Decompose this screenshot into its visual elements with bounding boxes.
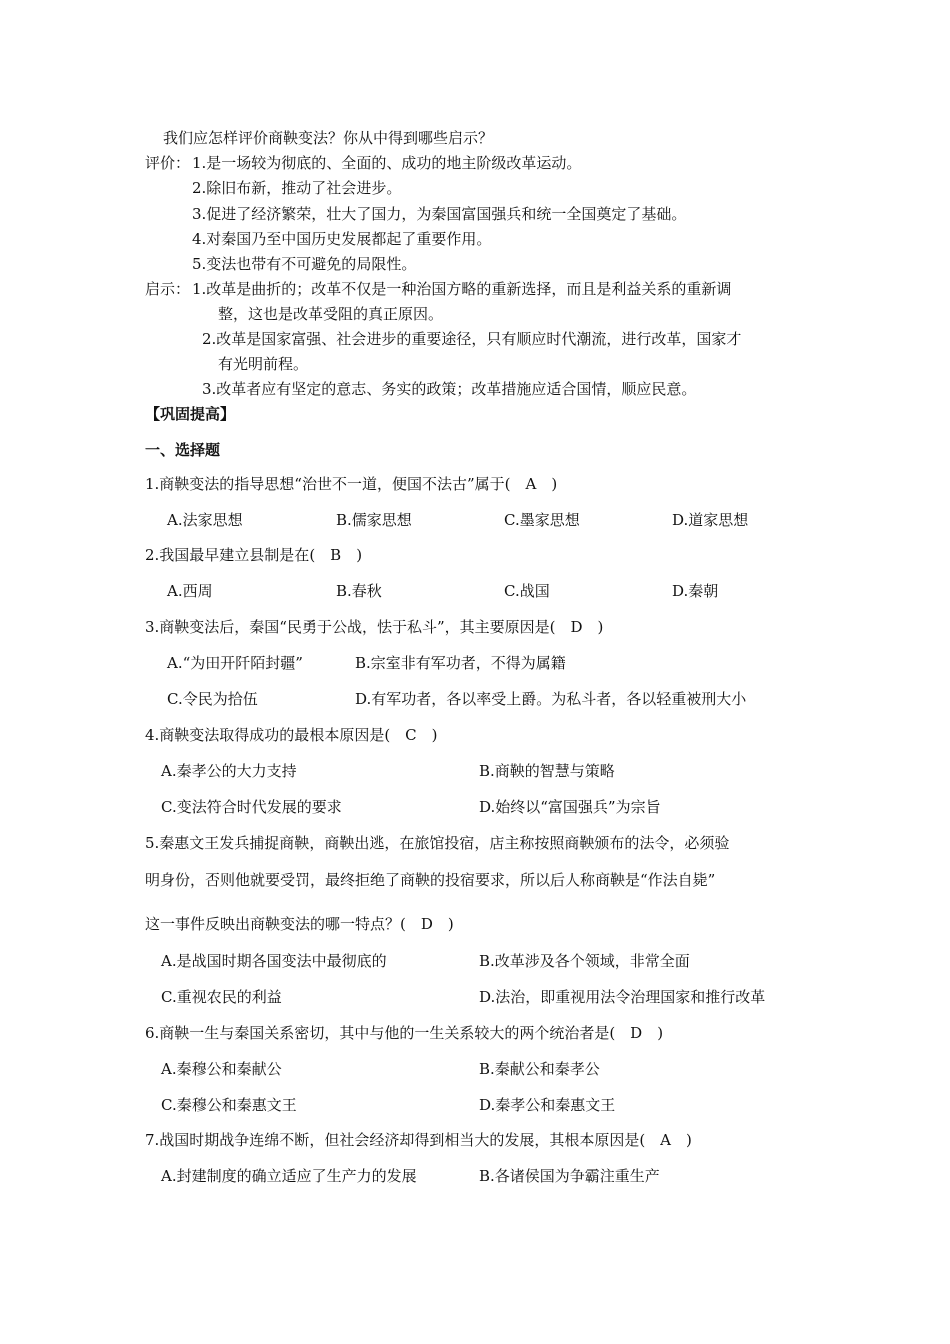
insight-item: 2.改革是国家富强、社会进步的重要途径，只有顺应时代潮流，进行改革，国家才 [202,330,742,348]
option-c: C.重视农民的利益 [161,988,282,1006]
evaluation-item: 3.促进了经济繁荣，壮大了国力，为秦国富国强兵和统一全国奠定了基础。 [192,205,687,223]
option-b: B.改革涉及各个领域，非常全面 [479,952,690,970]
option-d: D.道家思想 [672,511,749,529]
insight-item: 3.改革者应有坚定的意志、务实的政策；改革措施应适合国情，顺应民意。 [202,380,697,398]
option-a: A.“为田开阡陌封疆” [167,654,303,672]
section-heading: 【巩固提高】 [145,405,236,423]
option-d: D.秦孝公和秦惠文王 [479,1096,616,1114]
question-stem: 1.商鞅变法的指导思想“治世不一道，便国不法古”属于( A ) [145,475,558,493]
option-b: B.各诸侯国为争霸注重生产 [479,1167,660,1185]
option-b: B.儒家思想 [336,511,412,529]
option-b: B.秦献公和秦孝公 [479,1060,600,1078]
option-a: A.秦孝公的大力支持 [161,762,297,780]
option-c: C.墨家思想 [504,511,580,529]
option-d: D.法治，即重视用法令治理国家和推行改革 [479,988,766,1006]
option-c: C.战国 [504,582,550,600]
question-stem-continuation: 这一事件反映出商鞅变法的哪一特点？( D ) [145,915,454,933]
question-stem: 7.战国时期战争连绵不断，但社会经济却得到相当大的发展，其根本原因是( A ) [145,1131,692,1149]
option-b: B.宗室非有军功者，不得为属籍 [355,654,566,672]
option-a: A.西周 [167,582,213,600]
option-d: D.秦朝 [672,582,719,600]
intro-question: 我们应怎样评价商鞅变法？你从中得到哪些启示？ [163,129,494,147]
insights-label: 启示： [145,280,191,298]
option-c: C.秦穆公和秦惠文王 [161,1096,297,1114]
option-a: A.是战国时期各国变法中最彻底的 [161,952,387,970]
question-stem: 5.秦惠文王发兵捕捉商鞅，商鞅出逃，在旅馆投宿，店主称按照商鞅颁布的法令，必须验 [145,834,730,852]
option-d: D.始终以“富国强兵”为宗旨 [479,798,661,816]
question-stem: 6.商鞅一生与秦国关系密切，其中与他的一生关系较大的两个统治者是( D ) [145,1024,664,1042]
option-d: D.有军功者，各以率受上爵。为私斗者，各以轻重被刑大小 [355,690,747,708]
evaluation-item: 5.变法也带有不可避免的局限性。 [192,255,417,273]
evaluation-label: 评价： [145,154,191,172]
option-c: C.令民为拾伍 [167,690,258,708]
option-b: B.春秋 [336,582,382,600]
insight-item-continuation: 整，这也是改革受阻的真正原因。 [218,305,444,323]
question-stem: 2.我国最早建立县制是在( B ) [145,546,363,564]
option-b: B.商鞅的智慧与策略 [479,762,615,780]
insight-item: 1.改革是曲折的；改革不仅是一种治国方略的重新选择，而且是利益关系的重新调 [192,280,732,298]
option-a: A.法家思想 [167,511,243,529]
option-c: C.变法符合时代发展的要求 [161,798,342,816]
question-stem-continuation: 明身份，否则他就要受罚，最终拒绝了商鞅的投宿要求，所以后人称商鞅是“作法自毙” [145,871,716,889]
evaluation-item: 4.对秦国乃至中国历史发展都起了重要作用。 [192,230,492,248]
evaluation-item: 1.是一场较为彻底的、全面的、成功的地主阶级改革运动。 [192,154,582,172]
option-a: A.秦穆公和秦献公 [161,1060,282,1078]
option-a: A.封建制度的确立适应了生产力的发展 [161,1167,417,1185]
insight-item-continuation: 有光明前程。 [218,355,309,373]
question-stem: 4.商鞅变法取得成功的最根本原因是( C ) [145,726,438,744]
evaluation-item: 2.除旧布新，推动了社会进步。 [192,179,402,197]
subsection-heading: 一、选择题 [145,441,221,459]
question-stem: 3.商鞅变法后，秦国“民勇于公战，怯于私斗”，其主要原因是( D ) [145,618,604,636]
